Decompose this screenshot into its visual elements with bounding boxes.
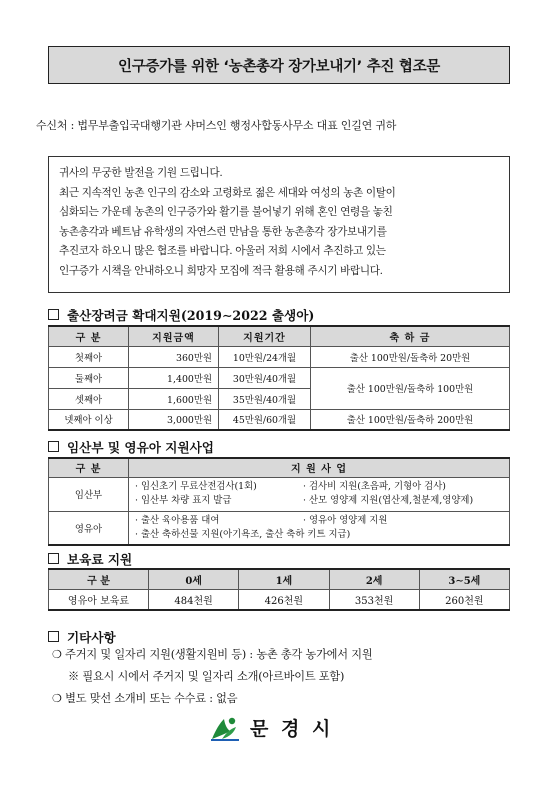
childcare-fee-table xyxy=(48,568,510,611)
table-header: 지원기간 xyxy=(219,326,311,346)
table-header: 축 하 금 xyxy=(311,326,510,346)
checkbox-icon xyxy=(48,441,59,452)
table-row: 첫째아 360만원 10만원/24개월 출산 100만원/돌축하 20만원 xyxy=(49,346,510,367)
letter-body xyxy=(48,156,510,293)
letter-line: 귀사의 무궁한 발전을 기원 드립니다. xyxy=(59,167,223,179)
section-heading-maternal-support: 임산부 및 영유아 지원사업 xyxy=(48,437,214,456)
recipient-line: 수신처 : 법무부출입국대행기관 샤머스인 행정사합동사무소 대표 인길연 귀하 xyxy=(36,119,397,132)
table-header: 지원금액 xyxy=(129,326,219,346)
letter-line: 추진코자 하오니 많은 협조를 바랍니다. 아울러 저희 시에서 추진하고 있는 xyxy=(59,245,386,258)
table-header: 1세 xyxy=(239,569,329,589)
letter-line: 농촌총각과 베트남 유학생의 자연스런 만남을 통한 농촌총각 장가보내기를 xyxy=(59,225,387,238)
birth-incentive-table xyxy=(48,325,510,431)
table-header: 구 분 xyxy=(49,458,129,477)
checkbox-icon xyxy=(48,631,59,642)
table-row: 둘째아 1,400만원 30만원/40개월 출산 100만원/돌축하 100만원 xyxy=(49,367,510,388)
table-header: 0세 xyxy=(149,569,239,589)
section-heading-other: 기타사항 xyxy=(48,627,116,646)
checkbox-icon xyxy=(48,553,59,564)
checkbox-icon xyxy=(48,309,59,320)
table-row: 임산부 · 임신초기 무료산전검사(1회) · 검사비 지원(초음파, 기형아 검사) · 임산부 차량 표지 발급 · 산모 영양제 지원(엽산제,철분제,영양제) xyxy=(49,477,510,511)
document-title: 인구증가를 위한 ‘농촌총각 장가보내기’ 추진 협조문 xyxy=(48,46,510,84)
section-heading-childcare-fee: 보육료 지원 xyxy=(48,549,132,568)
table-row: 넷째아 이상 3,000만원 45만원/60개월 출산 100만원/돌축하 200만원 xyxy=(49,409,510,430)
letter-line: 최근 지속적인 농촌 인구의 감소와 고령화로 젊은 세대와 여성의 농촌 이탈이 xyxy=(59,186,396,199)
section-heading-birth-incentive: 출산장려금 확대지원(2019∼2022 출생아) xyxy=(48,305,314,324)
table-header: 2세 xyxy=(329,569,419,589)
misc-item-housing: ❍ 주거지 및 일자리 지원(생활지원비 등) : 농촌 총각 농가에서 지원 xyxy=(52,648,373,661)
maternal-support-table xyxy=(48,457,510,546)
table-row: 영유아 · 출산 육아용품 대여 · 영유아 영양제 지원 · 출산 축하선물 지원(아기욕조, 출산 축하 키트 지급) xyxy=(49,511,510,545)
misc-item-fee: ❍ 별도 맞선 소개비 또는 수수료 : 없음 xyxy=(52,692,238,705)
issuer-name: 문 경 시 xyxy=(250,718,334,740)
table-row: 영유아 보육료 484천원 426천원 353천원 260천원 xyxy=(49,589,510,610)
table-header: 지 원 사 업 xyxy=(129,458,510,477)
letter-line: 심화되는 가운데 농촌의 인구증가와 활기를 불어넣기 위해 혼인 연령을 놓친 xyxy=(59,206,393,219)
table-header: 3∼5세 xyxy=(419,569,509,589)
table-header: 구 분 xyxy=(49,326,129,346)
mungyeong-city-logo-icon xyxy=(210,715,240,741)
misc-note-referral: ※ 필요시 시에서 주거지 및 일자리 소개(아르바이트 포함) xyxy=(68,670,345,683)
footer-signature xyxy=(210,714,333,741)
letter-line: 인구증가 시책을 안내하오니 희망자 모집에 적극 활용해 주시기 바랍니다. xyxy=(59,264,383,277)
table-row: 셋째아 1,600만원 35만원/40개월 xyxy=(49,388,510,409)
table-header: 구 분 xyxy=(49,569,149,589)
